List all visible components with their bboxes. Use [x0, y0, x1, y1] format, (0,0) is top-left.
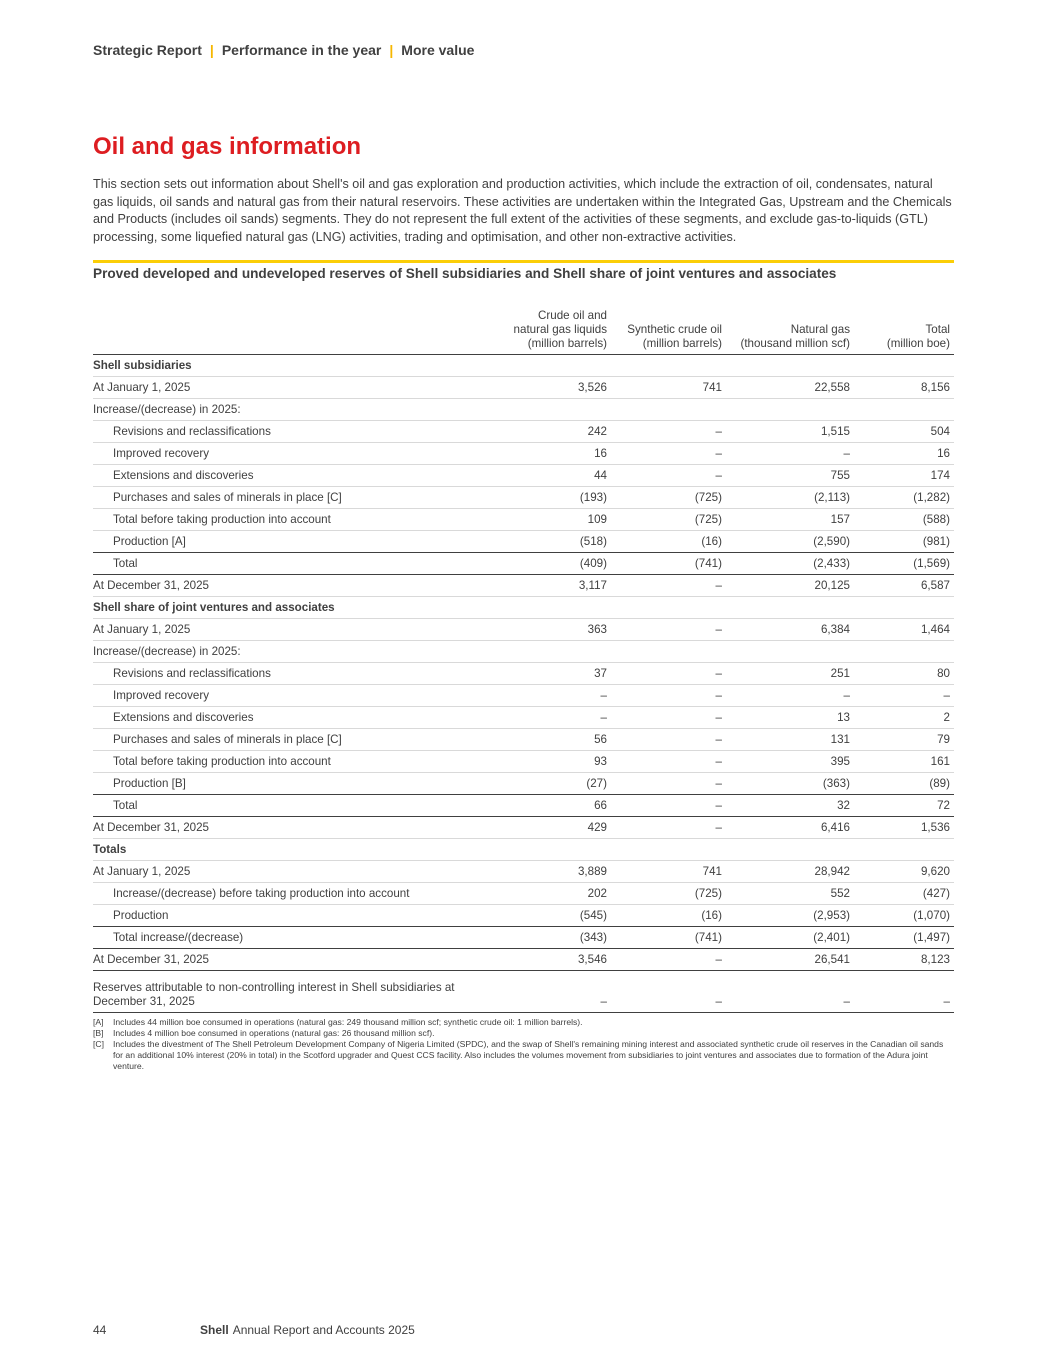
header-label-cell [93, 309, 493, 355]
row-value: (1,070) [854, 905, 954, 927]
table-row [93, 729, 954, 751]
row-label: Revisions and reclassifications [93, 663, 493, 685]
row-value: (725) [611, 883, 726, 905]
row-label: Production [93, 905, 493, 927]
row-value: (588) [854, 509, 954, 531]
table-row [93, 531, 954, 553]
row-label: At January 1, 2025 [93, 377, 493, 399]
row-value: 9,620 [854, 861, 954, 883]
row-value: (545) [493, 905, 611, 927]
row-label: Revisions and reclassifications [93, 421, 493, 443]
breadcrumb [93, 42, 474, 58]
table-row [93, 949, 954, 971]
page-number: 44 [93, 1323, 107, 1337]
row-value: (1,569) [854, 553, 954, 575]
row-value: (16) [611, 531, 726, 553]
row-label: Totals [93, 839, 493, 861]
footnote: [B] Includes 4 million boe consumed in operations (natural gas: 26 thousand million scf). [93, 1028, 435, 1038]
table-row [93, 575, 954, 597]
row-value: (1,282) [854, 487, 954, 509]
row-value: 202 [493, 883, 611, 905]
row-value: (741) [611, 553, 726, 575]
reserves-table [93, 309, 954, 1013]
page-title: Oil and gas information [93, 133, 362, 160]
row-value: (2,113) [726, 487, 854, 509]
row-label: Extensions and discoveries [93, 707, 493, 729]
table-row [93, 685, 954, 707]
table-row [93, 553, 954, 575]
row-value: 109 [493, 509, 611, 531]
row-value: (409) [493, 553, 611, 575]
breadcrumb-separator: | [389, 42, 394, 58]
row-label: Total [93, 553, 493, 575]
footnote: [C] Includes the divestment of The Shell Petroleum Development Company of Nigeria Limited (SPDC), and the swap of Shell's remaining mining interest and associated synthetic crude oil reserves in the Canadian oil sands for an additional 10% interest (20% in total) in the Scotford upgrader and Quest CCS facility. Also includes the volumes movement from subsidiaries to joint ventures and associates due to formation of the Adura joint venture. [93, 1039, 944, 1071]
row-label: Shell share of joint ventures and associates [93, 597, 493, 619]
row-value: 20,125 [726, 575, 854, 597]
table-header-row [93, 309, 954, 355]
row-label: Increase/(decrease) before taking production into account [93, 883, 493, 905]
row-value: – [611, 795, 726, 817]
row-value [726, 355, 854, 377]
table-row [93, 795, 954, 817]
intro-paragraph: This section sets out information about Shell's oil and gas exploration and production activities, which include the extraction of oil, condensates, natural gas liquids, oil sands and natural gas from their natural reservoirs. These activities are undertaken within the Integrated Gas, Upstream and the Chemicals and Products (includes oil sands) segments. They do not represent the full extent of the activities of these segments, and exclude gas-to-liquids (GTL) processing, some liquefied natural gas (LNG) activities, trading and optimisation, and other non-extractive activities. [93, 177, 952, 244]
row-value: 3,889 [493, 861, 611, 883]
row-value: – [611, 619, 726, 641]
table-row [93, 817, 954, 839]
row-label: Purchases and sales of minerals in place [C] [93, 729, 493, 751]
row-value: – [611, 971, 726, 1013]
row-value: – [854, 971, 954, 1013]
row-value: (725) [611, 487, 726, 509]
section-divider [93, 260, 954, 263]
row-value: (193) [493, 487, 611, 509]
page-footer [93, 1323, 415, 1337]
row-value: 363 [493, 619, 611, 641]
row-value: 56 [493, 729, 611, 751]
row-value: – [726, 971, 854, 1013]
row-value: – [493, 971, 611, 1013]
row-value [493, 399, 611, 421]
row-value [854, 355, 954, 377]
row-value: 93 [493, 751, 611, 773]
row-value: – [493, 707, 611, 729]
row-label: Improved recovery [93, 443, 493, 465]
table-row [93, 773, 954, 795]
table-row [93, 597, 954, 619]
table-row [93, 443, 954, 465]
table-row [93, 421, 954, 443]
row-value: 131 [726, 729, 854, 751]
row-value: 79 [854, 729, 954, 751]
row-value [611, 399, 726, 421]
row-value: 395 [726, 751, 854, 773]
table-row [93, 839, 954, 861]
row-value: (2,433) [726, 553, 854, 575]
table-row [93, 861, 954, 883]
row-value [493, 839, 611, 861]
row-value: 3,117 [493, 575, 611, 597]
row-value: – [611, 729, 726, 751]
row-value: 161 [854, 751, 954, 773]
row-value: (427) [854, 883, 954, 905]
table-row [93, 509, 954, 531]
row-label: Total increase/(decrease) [93, 927, 493, 949]
row-label: At December 31, 2025 [93, 575, 493, 597]
row-label: Extensions and discoveries [93, 465, 493, 487]
row-value [611, 641, 726, 663]
row-value: (725) [611, 509, 726, 531]
row-label: Total before taking production into account [93, 751, 493, 773]
row-value: 504 [854, 421, 954, 443]
table-row [93, 707, 954, 729]
row-value: – [611, 949, 726, 971]
row-value [493, 641, 611, 663]
row-value: – [611, 575, 726, 597]
row-value: 16 [493, 443, 611, 465]
row-label: At December 31, 2025 [93, 949, 493, 971]
row-value: 741 [611, 377, 726, 399]
row-label: Shell subsidiaries [93, 355, 493, 377]
row-value: 755 [726, 465, 854, 487]
table-row [93, 751, 954, 773]
footnotes [93, 1017, 954, 1072]
row-value [726, 839, 854, 861]
row-value: 28,942 [726, 861, 854, 883]
row-value: – [611, 663, 726, 685]
row-value: (2,590) [726, 531, 854, 553]
table-row [93, 641, 954, 663]
row-label: Total [93, 795, 493, 817]
row-label: At January 1, 2025 [93, 861, 493, 883]
row-value: 72 [854, 795, 954, 817]
row-value: 1,464 [854, 619, 954, 641]
row-label: At December 31, 2025 [93, 817, 493, 839]
column-header: Total (million boe) [854, 309, 954, 355]
table-row [93, 905, 954, 927]
table-row [93, 971, 954, 1013]
footer-brand: Shell [200, 1323, 229, 1337]
row-value: (343) [493, 927, 611, 949]
table-row [93, 927, 954, 949]
row-value: – [611, 817, 726, 839]
footnote: [A] Includes 44 million boe consumed in operations (natural gas: 249 thousand million scf; synthetic crude oil: 1 million barrels). [93, 1017, 583, 1027]
row-value: (16) [611, 905, 726, 927]
table-row [93, 883, 954, 905]
column-header: Crude oil and natural gas liquids (million barrels) [493, 309, 611, 355]
table-row [93, 663, 954, 685]
table-body [93, 355, 954, 1013]
row-value: 66 [493, 795, 611, 817]
breadcrumb-item[interactable]: Strategic Report [93, 42, 202, 58]
row-value [854, 597, 954, 619]
row-value: 6,384 [726, 619, 854, 641]
row-label: Purchases and sales of minerals in place [C] [93, 487, 493, 509]
row-value: – [611, 443, 726, 465]
row-value: 3,526 [493, 377, 611, 399]
row-value: 32 [726, 795, 854, 817]
breadcrumb-item[interactable]: More value [401, 42, 475, 58]
row-label: Production [B] [93, 773, 493, 795]
row-label: Increase/(decrease) in 2025: [93, 641, 493, 663]
row-value: – [854, 685, 954, 707]
row-value: 174 [854, 465, 954, 487]
row-value: 2 [854, 707, 954, 729]
row-value: – [493, 685, 611, 707]
row-value [726, 399, 854, 421]
row-label: Total before taking production into account [93, 509, 493, 531]
row-value [493, 355, 611, 377]
row-label: Reserves attributable to non-controlling interest in Shell subsidiaries at December 31, 2025 [93, 971, 493, 1013]
row-value: 242 [493, 421, 611, 443]
row-value: 6,416 [726, 817, 854, 839]
row-value: (27) [493, 773, 611, 795]
footer-report-title: Annual Report and Accounts 2025 [232, 1323, 415, 1337]
row-value: 1,536 [854, 817, 954, 839]
row-value: (741) [611, 927, 726, 949]
table-row [93, 399, 954, 421]
row-value: 6,587 [854, 575, 954, 597]
row-value [611, 597, 726, 619]
row-value: 552 [726, 883, 854, 905]
row-label: Production [A] [93, 531, 493, 553]
row-value: – [611, 421, 726, 443]
row-value: 1,515 [726, 421, 854, 443]
row-value [726, 641, 854, 663]
row-value: – [611, 773, 726, 795]
row-value: 22,558 [726, 377, 854, 399]
row-value: – [611, 751, 726, 773]
table-row [93, 355, 954, 377]
row-value: 80 [854, 663, 954, 685]
row-value: – [611, 465, 726, 487]
row-value: (89) [854, 773, 954, 795]
row-value: (2,401) [726, 927, 854, 949]
row-value [611, 839, 726, 861]
row-value: – [611, 685, 726, 707]
row-value: 8,156 [854, 377, 954, 399]
row-value: – [611, 707, 726, 729]
row-value: 26,541 [726, 949, 854, 971]
row-value [854, 839, 954, 861]
row-value: 3,546 [493, 949, 611, 971]
column-header: Synthetic crude oil (million barrels) [611, 309, 726, 355]
row-label: Improved recovery [93, 685, 493, 707]
table-heading: Proved developed and undeveloped reserves of Shell subsidiaries and Shell share of joint ventures and associates [93, 266, 837, 281]
row-value: 8,123 [854, 949, 954, 971]
row-value: 44 [493, 465, 611, 487]
row-value: (1,497) [854, 927, 954, 949]
row-value: (518) [493, 531, 611, 553]
row-value: 13 [726, 707, 854, 729]
breadcrumb-item[interactable]: Performance in the year [221, 42, 382, 58]
row-value [493, 597, 611, 619]
row-value: 37 [493, 663, 611, 685]
row-value: 251 [726, 663, 854, 685]
row-value: 741 [611, 861, 726, 883]
row-label: At January 1, 2025 [93, 619, 493, 641]
row-value [726, 597, 854, 619]
row-label: Increase/(decrease) in 2025: [93, 399, 493, 421]
row-value: 16 [854, 443, 954, 465]
row-value [854, 399, 954, 421]
table-row [93, 487, 954, 509]
table-row [93, 465, 954, 487]
table-row [93, 377, 954, 399]
row-value: (981) [854, 531, 954, 553]
column-header: Natural gas (thousand million scf) [726, 309, 854, 355]
row-value: – [726, 685, 854, 707]
row-value: (363) [726, 773, 854, 795]
breadcrumb-separator: | [209, 42, 214, 58]
row-value: (2,953) [726, 905, 854, 927]
row-value: – [726, 443, 854, 465]
row-value [854, 641, 954, 663]
row-value: 157 [726, 509, 854, 531]
row-value [611, 355, 726, 377]
table-row [93, 619, 954, 641]
row-value: 429 [493, 817, 611, 839]
